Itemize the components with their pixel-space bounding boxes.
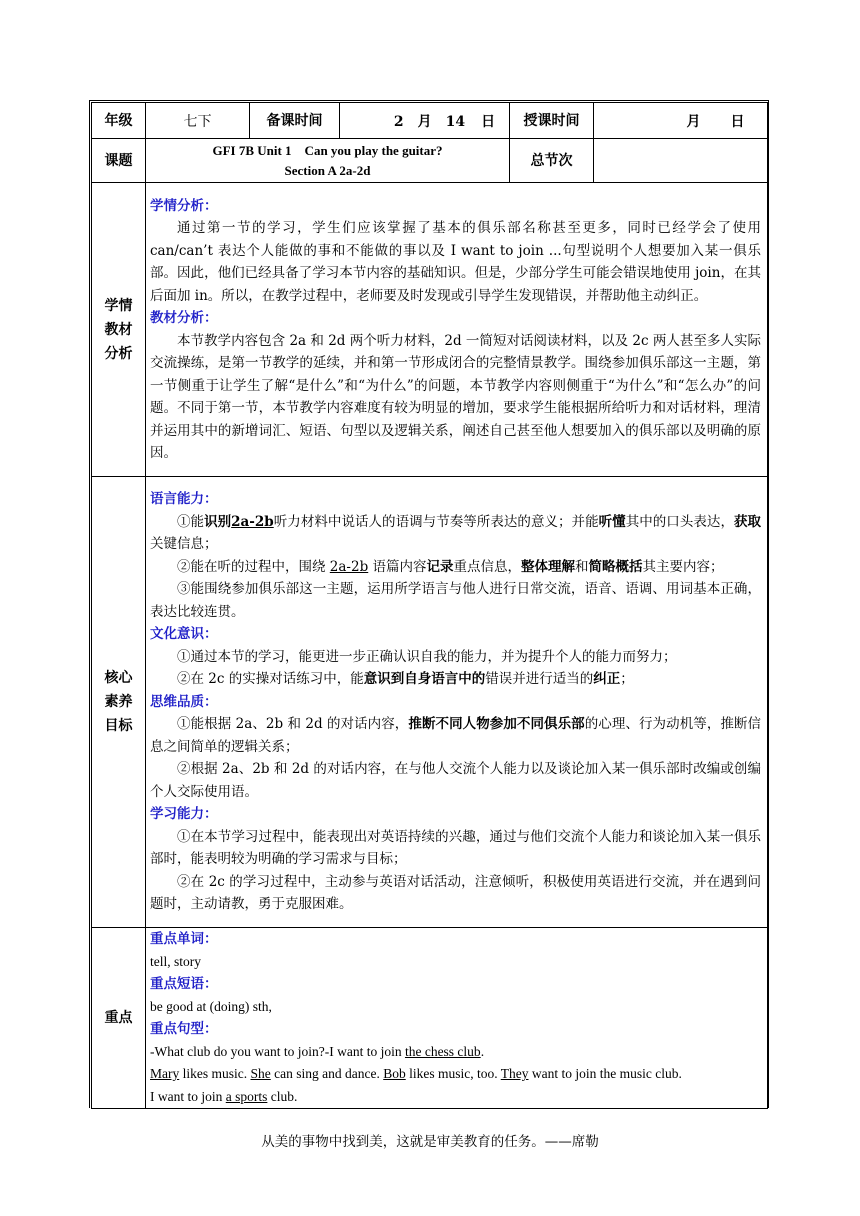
culture-heading: 文化意识： [150, 626, 218, 643]
footer-quote: 从美的事物中找到美，这就是审美教育的任务。——席勒 [261, 1134, 599, 1150]
total-sessions-value [594, 139, 768, 183]
row-core-goals [92, 477, 768, 928]
analysis-label-3: 分析 [104, 345, 133, 362]
learning-heading: 学习能力： [150, 806, 218, 823]
topic-label: 课题 [92, 139, 146, 183]
teach-month-char: 月 [686, 113, 701, 130]
analysis-label-1: 学情 [104, 297, 133, 314]
key-words: tell, story [150, 953, 201, 969]
topic-value [146, 139, 510, 183]
key-sentences-heading: 重点句型： [150, 1021, 218, 1037]
student-analysis-text: 通过第一节的学习，学生们应该掌握了基本的俱乐部名称甚至更多，同时已经学会了使用 can/can’t 表达个人能做的事和不能做的事以及 I want to join ...句型说明个人想要加入某一俱乐部。因此，他们已经具备了学习本节内容的基础知识。但是，少部分学生可能会错误地使用 join，在其后面加 in。所以，在教学过程中，老师要及时发现或引导学生发现错误，并帮助他主动纠正。 [150, 220, 761, 304]
core-label-1: 核心 [104, 670, 133, 686]
grade-label: 年级 [92, 103, 146, 139]
prep-time-label: 备课时间 [250, 103, 340, 139]
total-sessions-label: 总节次 [510, 139, 594, 183]
thinking-item-2: ②根据 2a、2b 和 2d 的对话内容，在与他人交流个人能力以及谈论加入某一俱乐部时改编或创编个人交际使用语。 [150, 761, 761, 800]
key-words-heading: 重点单词： [150, 931, 218, 947]
topic-line-1: GFI 7B Unit 1 Can you play the guitar? [212, 142, 443, 158]
prep-month: 2 [393, 113, 404, 130]
prep-date [340, 103, 510, 139]
teach-date [594, 103, 768, 139]
row-grade [92, 103, 768, 139]
language-item-1: ①能识别2a-2b听力材料中说话人的语调与节奏等所表达的意义；并能听懂其中的口头表达，获取关键信息； [150, 513, 762, 553]
row-key-points [92, 928, 768, 1109]
analysis-content [146, 183, 768, 477]
student-analysis-heading: 学情分析： [150, 197, 218, 214]
teach-time-label: 授课时间 [510, 103, 594, 139]
language-item-2: ②能在听的过程中，围绕 2a-2b 语篇内容记录重点信息，整体理解和简略概括其主要内容； [177, 558, 724, 575]
row-topic [92, 139, 768, 183]
key-phrases-heading: 重点短语： [150, 976, 218, 992]
topic-line-2: Section A 2a-2d [284, 162, 371, 178]
core-label-2: 素养 [104, 694, 133, 710]
culture-item-1: ①通过本节的学习，能更进一步正确认识自我的能力，并为提升个人的能力而努力； [177, 648, 677, 665]
teach-day-char: 日 [730, 113, 745, 130]
culture-item-2: ②在 2c 的实操对话练习中，能意识到自身语言中的错误并进行适当的纠正； [177, 671, 634, 688]
key-phrases: be good at (doing) sth, [150, 998, 272, 1014]
language-heading: 语言能力： [150, 491, 218, 508]
core-label-3: 目标 [104, 718, 133, 734]
grade-value: 七下 [146, 103, 250, 139]
learning-item-1: ①在本节学习过程中，能表现出对英语持续的兴趣，通过与他们交流个人能力和谈论加入某一俱乐部时，能表明较为明确的学习需求与目标； [150, 828, 761, 868]
thinking-item-1: ①能根据 2a、2b 和 2d 的对话内容，推断不同人物参加不同俱乐部的心理、行为动机等，推断信息之间简单的逻辑关系； [150, 716, 762, 755]
key-sentence-1: -What club do you want to join?-I want to join the chess club. [150, 1043, 485, 1059]
key-sentence-3: I want to join a sports club. [150, 1088, 298, 1104]
analysis-label [92, 183, 146, 477]
month-char: 月 [417, 113, 432, 130]
key-label: 重点 [92, 928, 146, 1109]
core-label [92, 477, 146, 928]
material-analysis-text: 本节教学内容包含 2a 和 2d 两个听力材料，2d 一简短对话阅读材料，以及 2c 两人甚至多人实际交流操练，是第一节教学的延续，并和第一节形成闭合的完整情景教学。围绕参加俱乐部这一主题，第一节侧重于让学生了解“是什么”和“为什么”的问题，本节教学内容则侧重于“为什么”和“怎么办”的问题。不同于第一节，本节教学内容难度有较为明显的增加，要求学生能根据所给听力和对话材料，理清并运用其中的新增词汇、短语、句型以及逻辑关系，阐述自己甚至他人想要加入的俱乐部以及明确的原因。 [150, 332, 761, 461]
lesson-plan-table [91, 102, 768, 1109]
language-item-3: ③能围绕参加俱乐部这一主题，运用所学语言与他人进行日常交流，语音、语调、用词基本正确，表达比较连贯。 [150, 581, 761, 620]
row-analysis [92, 183, 768, 477]
learning-item-2: ②在 2c 的学习过程中，主动参与英语对话活动，注意倾听，积极使用英语进行交流，并在遇到问题时，主动请教，勇于克服困难。 [150, 873, 761, 913]
prep-day: 14 [445, 113, 466, 130]
day-char: 日 [481, 113, 496, 130]
analysis-label-2: 教材 [104, 321, 133, 338]
key-sentence-2: Mary likes music. She can sing and dance. Bob likes music, too. They want to join the music club. [150, 1066, 682, 1081]
key-content [146, 928, 768, 1109]
material-analysis-heading: 教材分析： [150, 310, 218, 326]
thinking-heading: 思维品质： [150, 693, 218, 710]
core-content [146, 477, 768, 928]
